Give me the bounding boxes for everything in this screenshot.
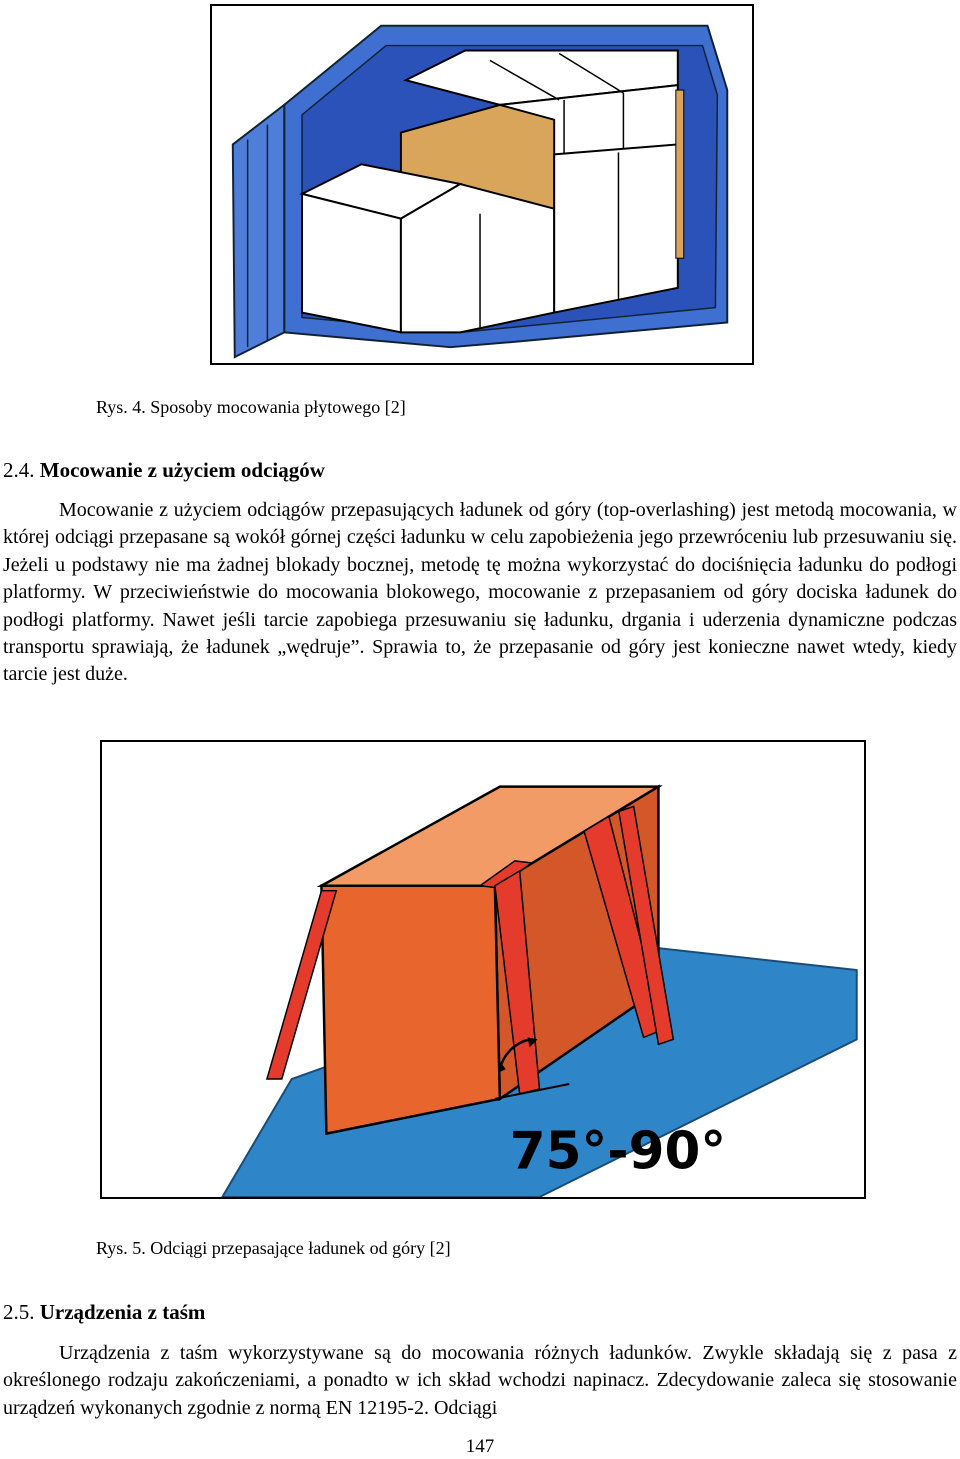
section-title: Mocowanie z użyciem odciągów [39,458,325,482]
figure-container-illustration [210,4,754,365]
paragraph-text-2: Urządzenia z taśm wykorzystywane są do mocowania różnych ładunków. Zwykle składają się z pasa z określonego rodzaju zakończeniami, a ponadto w ich skład wchodzi napinacz. Zdecydowanie zaleca się stosowanie urządzeń wykonanych zgodnie z normą EN 12195-2. Odciągi [3,1342,957,1419]
section-number: 2.4. [3,458,35,482]
figure-strapping-illustration [100,740,866,1199]
section-heading-2 [3,1300,205,1325]
section-heading [3,458,325,483]
body-paragraph-2 [3,1340,957,1422]
section-title-2: Urządzenia z taśm [39,1300,206,1324]
figure-caption-2: Rys. 5. Odciągi przepasające ładunek od góry [2] [96,1238,451,1258]
figure-caption: Rys. 4. Sposoby mocowania płytowego [2] [96,397,406,417]
page-number: 147 [465,1436,495,1457]
section-number-2: 2.5. [3,1300,35,1324]
body-paragraph [3,497,957,689]
paragraph-text: Mocowanie z użyciem odciągów przepasujących ładunek od góry (top-overlashing) jest metodą mocowania, w której odciągi przepasane są wokół górnej części ładunku w celu zapobieżenia jego przewróceniu lub przesuwaniu się. Jeżeli u podstawy nie ma żadnej blokady bocznej, metodę tę można wykorzystać do dociśnięcia ładunku do podłogi platformy. W przeciwieństwie do mocowania blokowego, mocowanie z przepasaniem od góry dociska ładunek do podłogi platformy. Nawet jeśli tarcie zapobiega przesuwaniu się ładunku, drgania i uderzenia dynamiczne podczas transportu sprawiają, że ładunek „wędruje”. Sprawia to, że przepasanie od góry jest konieczne nawet wtedy, kiedy tarcie jest duże. [3,499,957,686]
strapping-drawing [102,742,864,1197]
angle-label: 75°-90° [509,1121,727,1182]
container-drawing [212,6,752,363]
